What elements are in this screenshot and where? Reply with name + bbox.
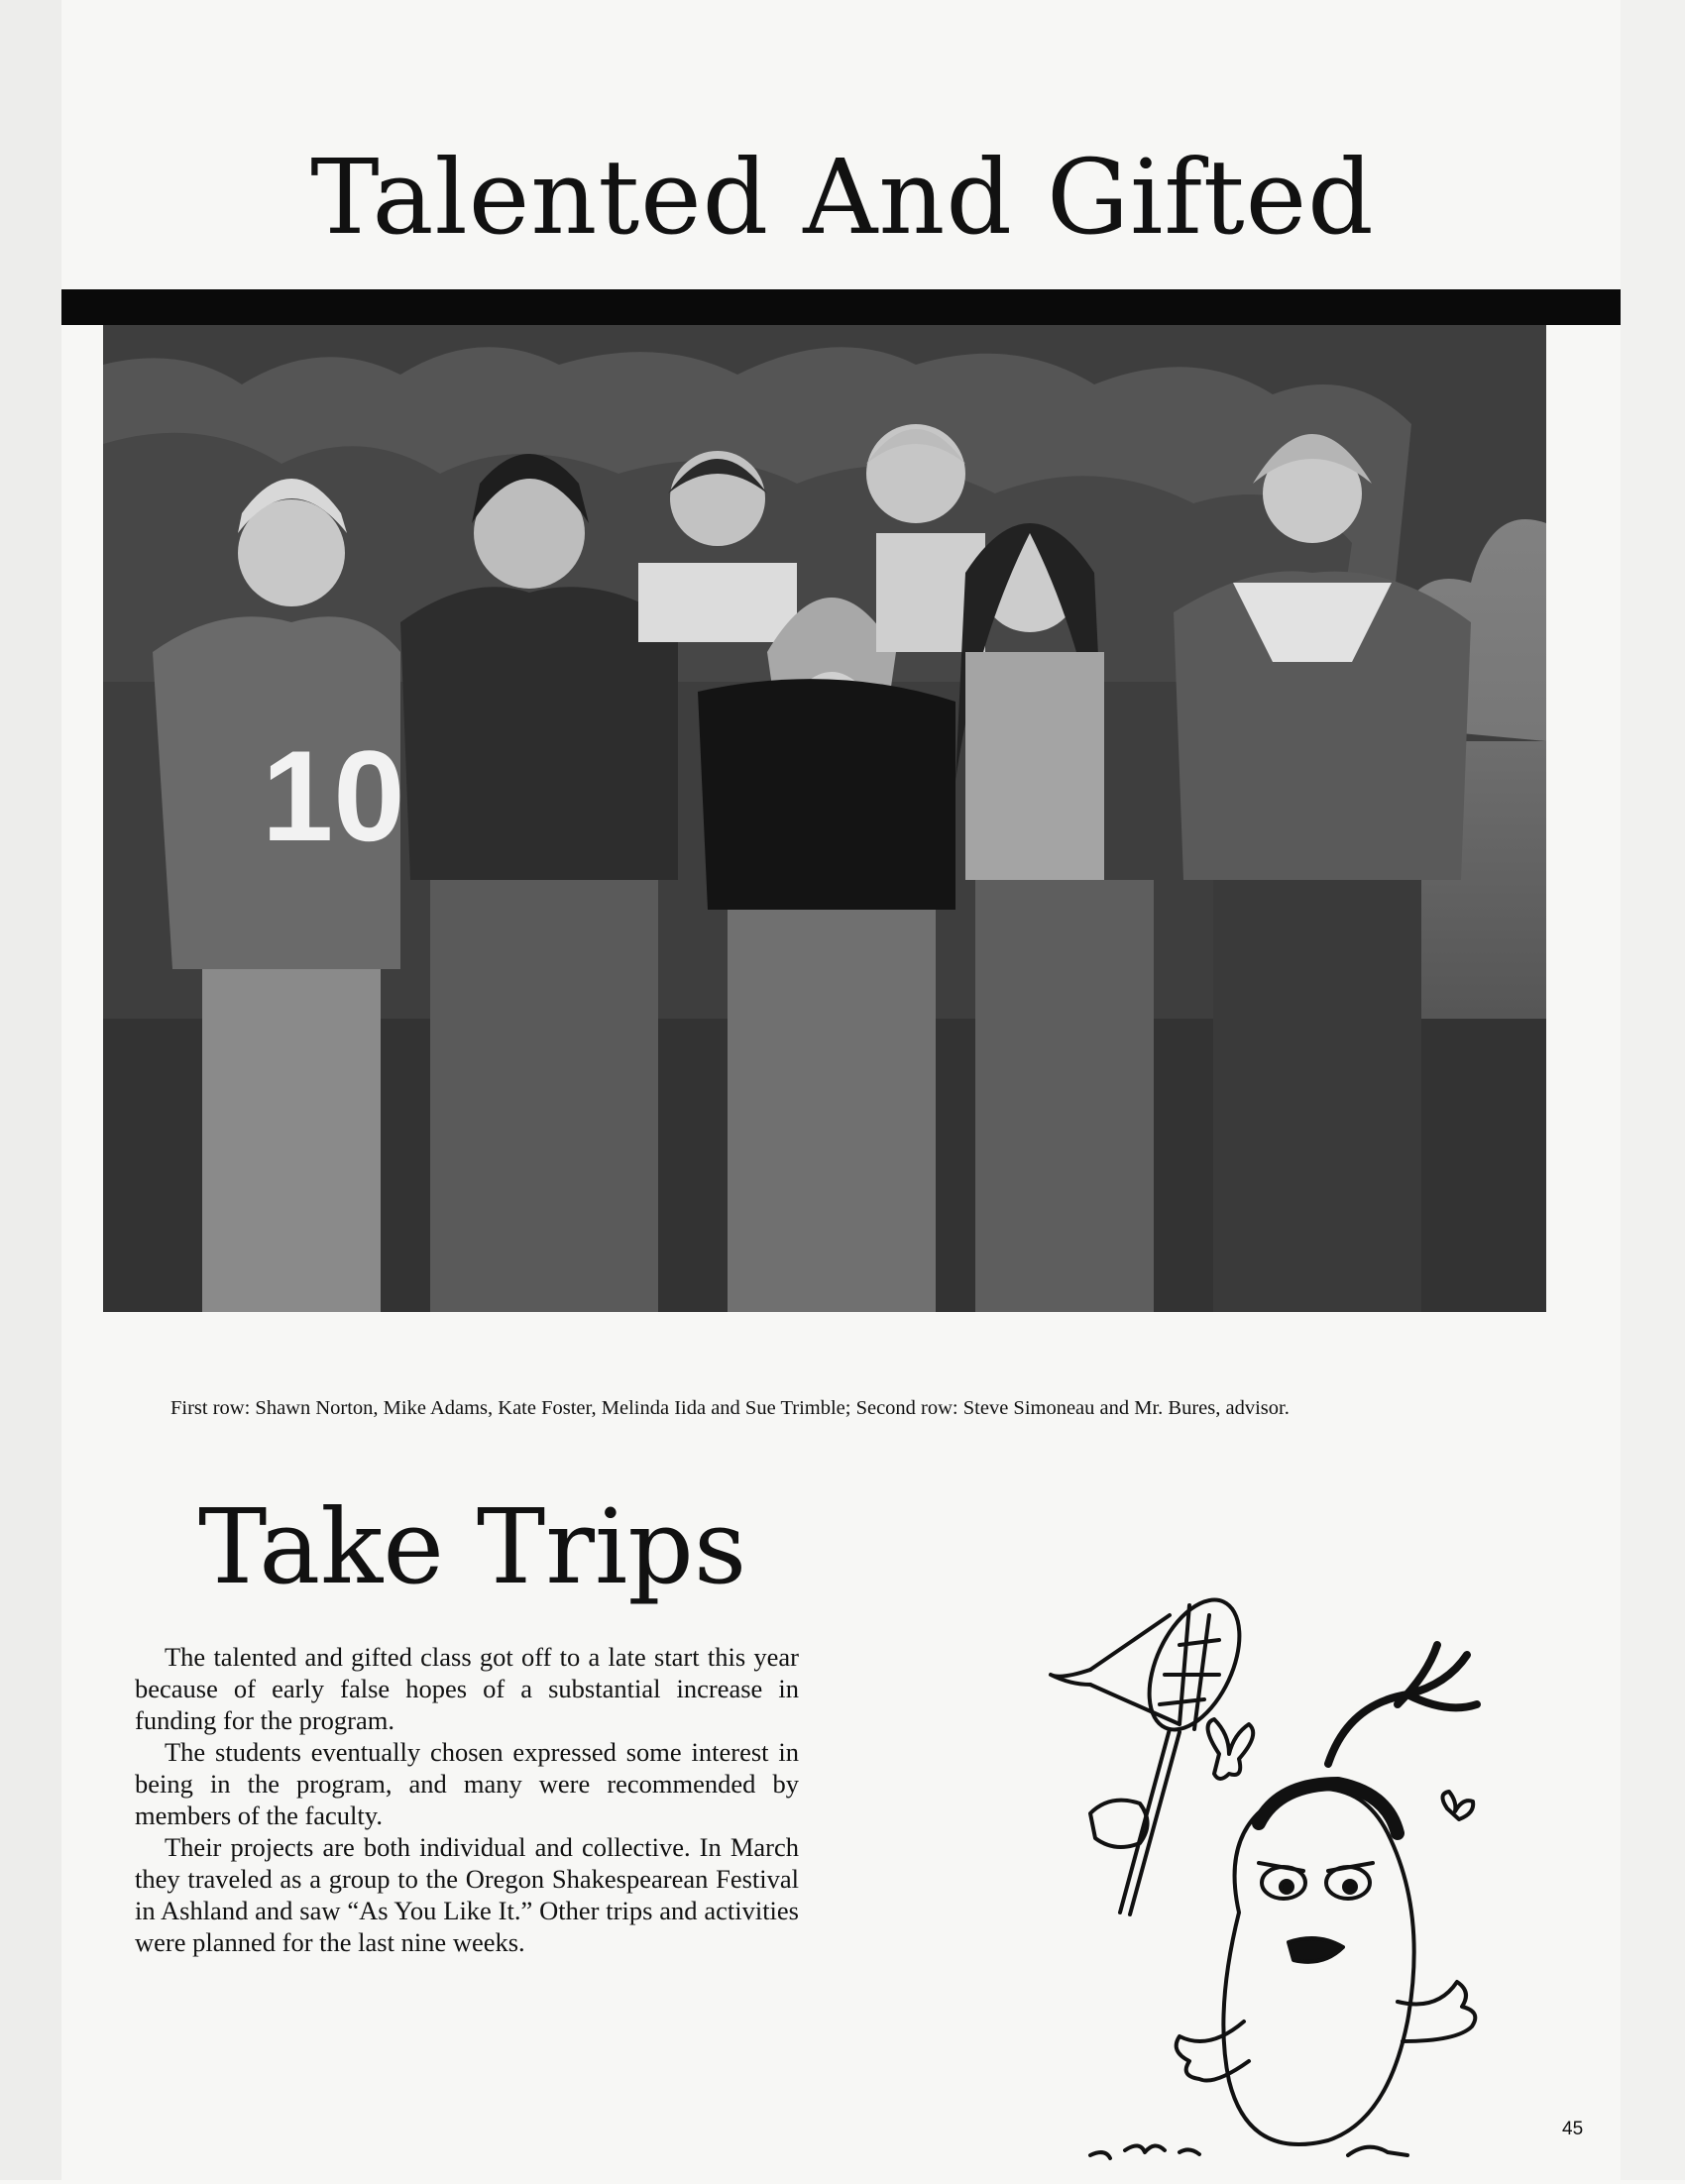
photo-caption: First row: Shawn Norton, Mike Adams, Kate Foster, Melinda Iida and Sue Trimble; Second row: Steve Simoneau and Mr. Bures, advisor. xyxy=(170,1397,1290,1419)
butterfly-net-cartoon xyxy=(1031,1585,1526,2180)
article-paragraph: The talented and gifted class got off to a late start this year because of early false hopes of a substantial increase in funding for the program. xyxy=(135,1642,799,1735)
page-title: Talented And Gifted xyxy=(310,137,1375,258)
article-body xyxy=(135,1641,799,1958)
article-paragraph: Their projects are both individual and collective. In March they traveled as a group to the Oregon Shakespearean Festival in Ashland and saw “As You Like It.” Other trips and activities were planned for the last nine weeks. xyxy=(135,1832,799,1957)
page-margin-right xyxy=(1621,0,1685,2180)
title-rule xyxy=(61,289,1621,325)
group-photo xyxy=(103,325,1546,1312)
page-margin-left xyxy=(0,0,61,2180)
article-paragraph: The students eventually chosen expressed some interest in being in the program, and many were recommended by members of the faculty. xyxy=(135,1737,799,1830)
page-number: 45 xyxy=(1562,2119,1584,2139)
jersey-number: 10 xyxy=(262,723,405,868)
section-heading: Take Trips xyxy=(198,1486,747,1607)
